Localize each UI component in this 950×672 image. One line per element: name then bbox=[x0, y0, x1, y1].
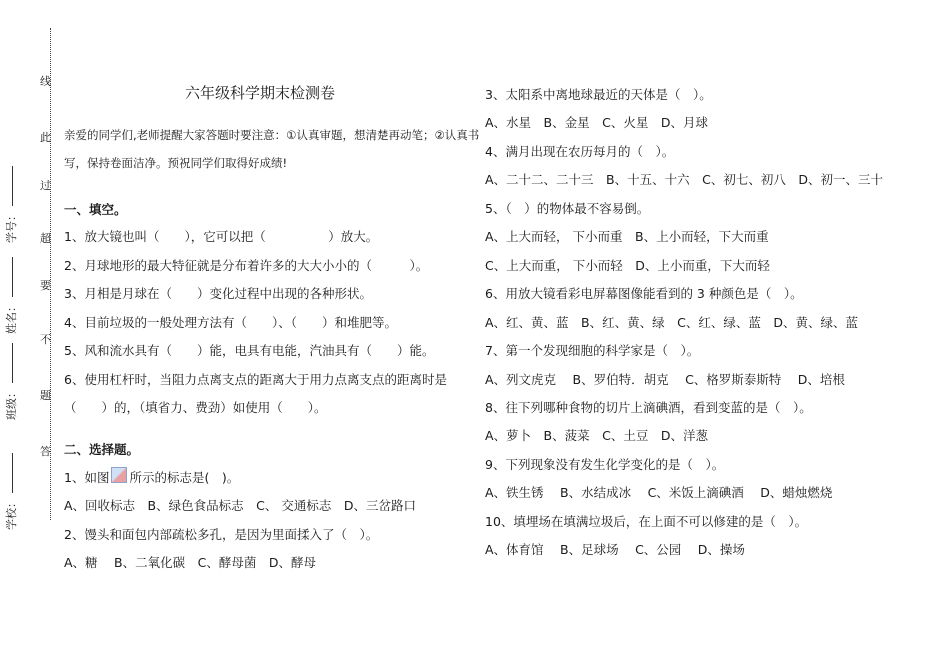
fill-question-1: 1、放大镜也叫（ ），它可以把（ ）放大。 bbox=[64, 229, 379, 244]
choice-question-8-options: A、萝卜 B、菠菜 C、土豆 D、洋葱 bbox=[485, 428, 708, 443]
school-field bbox=[6, 453, 18, 530]
intro-line-2: 写，保持卷面洁净。预祝同学们取得好成绩! bbox=[64, 156, 288, 170]
class-label: 班级： bbox=[5, 387, 18, 420]
choice-question-5: 5、（ ）的物体最不容易倒。 bbox=[485, 201, 650, 216]
fill-question-5: 5、风和流水具有（ ）能，电具有电能，汽油具有（ ）能。 bbox=[64, 343, 435, 358]
choice-question-3: 3、太阳系中离地球最近的天体是（ ）。 bbox=[485, 87, 712, 102]
student-id-field bbox=[6, 166, 18, 243]
fill-question-6-line-1: 6、使用杠杆时，当阻力点离支点的距离大于用力点离支点的距离时是 bbox=[64, 372, 447, 387]
student-id-blank bbox=[12, 166, 13, 206]
choice-question-2-options: A、糖 B、二氧化碳 C、酵母菌 D、酵母 bbox=[64, 555, 316, 570]
fill-question-4: 4、目前垃圾的一般处理方法有（ ）、（ ）和堆肥等。 bbox=[64, 315, 397, 330]
binding-char: 题 bbox=[40, 389, 51, 402]
binding-char: 不 bbox=[40, 333, 51, 346]
choice-question-9: 9、下列现象没有发生化学变化的是（ ）。 bbox=[485, 457, 725, 472]
binding-char: 此 bbox=[40, 131, 51, 144]
choice-question-7: 7、第一个发现细胞的科学家是（ ）。 bbox=[485, 343, 700, 358]
choice-question-7-options: A、列文虎克 B、罗伯特．胡克 C、格罗斯泰斯特 D、培根 bbox=[485, 372, 845, 387]
fill-question-6-line-2: （ ）的，（填省力、费劲）如使用（ ）。 bbox=[64, 400, 327, 415]
choice-question-5-options-2: C、上大而重， 下小而轻 D、上小而重，下大而轻 bbox=[485, 258, 770, 273]
choice-question-9-options: A、铁生锈 B、水结成冰 C、米饭上滴碘酒 D、蜡烛燃烧 bbox=[485, 485, 833, 500]
fill-question-3: 3、月相是月球在（ ）变化过程中出现的各种形状。 bbox=[64, 286, 372, 301]
school-label: 学校： bbox=[5, 497, 18, 530]
choice-question-10: 10、填埋场在填满垃圾后，在上面不可以修建的是（ ）。 bbox=[485, 514, 808, 529]
class-field bbox=[6, 343, 18, 420]
binding-char: 线 bbox=[40, 75, 51, 88]
intro-line-1: 亲爱的同学们,老师提醒大家答题时要注意：①认真审题，想清楚再动笔；②认真书 bbox=[64, 128, 480, 142]
name-blank bbox=[12, 257, 13, 297]
choice-question-1-options: A、回收标志 B、绿色食品标志 C、 交通标志 D、三岔路口 bbox=[64, 498, 416, 513]
choice-question-10-options: A、体育馆 B、足球场 C、公园 D、操场 bbox=[485, 542, 745, 557]
binding-char: 答 bbox=[40, 445, 51, 458]
binding-char: 超 bbox=[40, 232, 51, 245]
choice-question-4: 4、满月出现在农历每月的（ ）。 bbox=[485, 144, 675, 159]
student-id-label: 学号： bbox=[5, 210, 18, 243]
school-blank bbox=[12, 453, 13, 493]
choice-question-5-options-1: A、上大而轻， 下小而重 B、上小而轻，下大而重 bbox=[485, 229, 769, 244]
choice-question-1-suffix: 所示的标志是( )。 bbox=[129, 470, 240, 485]
name-field bbox=[6, 257, 18, 334]
choice-question-1 bbox=[64, 467, 239, 486]
binding-char: 要 bbox=[40, 279, 51, 292]
choice-question-3-options: A、水星 B、金星 C、火星 D、月球 bbox=[485, 115, 708, 130]
fill-question-2: 2、月球地形的最大特征就是分布着许多的大大小小的（ ）。 bbox=[64, 258, 429, 273]
choice-question-6-options: A、红、黄、蓝 B、红、黄、绿 C、红、绿、蓝 D、黄、绿、蓝 bbox=[485, 315, 858, 330]
section-choice-heading: 二、选择题。 bbox=[64, 442, 140, 457]
choice-question-2: 2、馒头和面包内部疏松多孔，是因为里面揉入了（ ）。 bbox=[64, 527, 379, 542]
choice-question-1-prefix: 1、如图 bbox=[64, 470, 110, 485]
section-fill-blank-heading: 一、填空。 bbox=[64, 202, 127, 217]
name-label: 姓名： bbox=[5, 301, 18, 334]
broken-image-icon bbox=[111, 467, 127, 483]
choice-question-4-options: A、二十二、二十三 B、十五、十六 C、初七、初八 D、初一、三十 bbox=[485, 172, 883, 187]
choice-question-6: 6、用放大镜看彩电屏幕图像能看到的 3 种颜色是（ ）。 bbox=[485, 286, 803, 301]
binding-char: 过 bbox=[40, 179, 51, 192]
choice-question-8: 8、往下列哪种食物的切片上滴碘酒，看到变蓝的是（ ）。 bbox=[485, 400, 812, 415]
class-blank bbox=[12, 343, 13, 383]
page-title: 六年级科学期末检测卷 bbox=[185, 84, 336, 102]
